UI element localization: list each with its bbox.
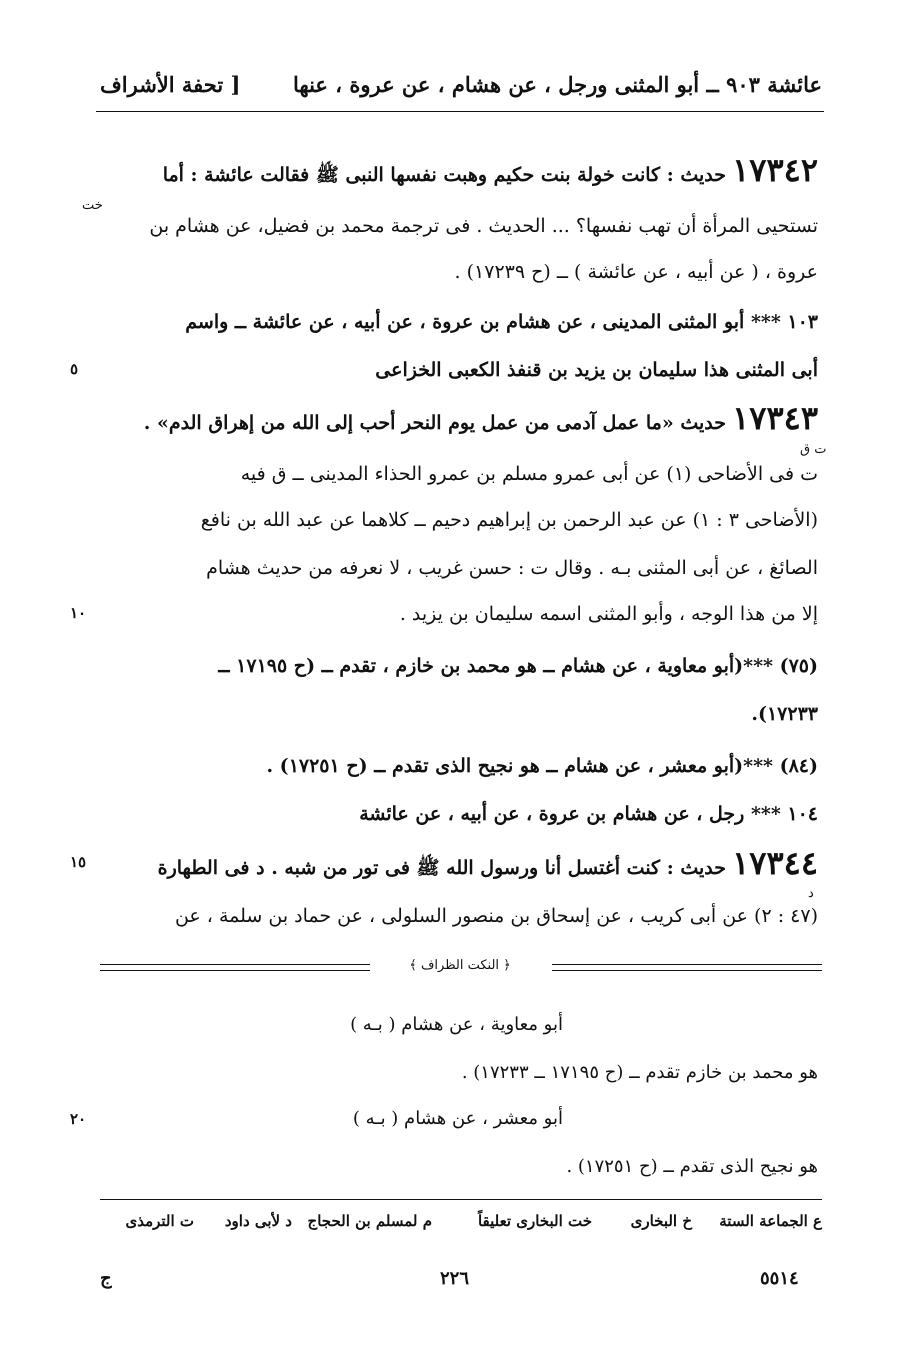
line-number: ١٠ <box>70 604 87 622</box>
body-text: الصائغ ، عن أبى المثنى بـه . وقال ت : حسن غريب ، لا نعرفه من حديث هشام <box>206 557 818 579</box>
body-line-4 <box>98 302 818 342</box>
cross-reference: ١٧٢٣٣). <box>751 703 818 725</box>
signature-mark: ج <box>100 1268 112 1289</box>
cross-reference: (٧٥) ***(أبو معاوية ، عن هشام ــ هو محمد بن خازم ، تقدم ــ (ح ١٧١٩٥ ــ <box>218 655 818 677</box>
margin-siglum: د <box>808 886 814 901</box>
body-line-15 <box>98 843 818 883</box>
abbreviation: ع الجماعة الستة <box>719 1212 822 1230</box>
body-line-9 <box>98 548 818 588</box>
abbreviation: م لمسلم بن الحجاج <box>307 1212 432 1230</box>
narrator-heading: ١٠٤ *** رجل ، عن هشام بن عروة ، عن أبيه ، عن عائشة <box>359 803 818 825</box>
abbreviation-key <box>100 1212 822 1240</box>
body-line-1 <box>98 150 818 190</box>
body-text: حديث : كنت أغتسل أنا ورسول الله ﷺ فى تور من شبه . د فى الطهارة <box>157 857 727 879</box>
body-text: عروة ، ( عن أبيه ، عن عائشة ) ــ (ح ١٧٢٣٩) . <box>454 261 818 283</box>
line-number: ١٥ <box>70 853 87 871</box>
body-line-10 <box>98 594 818 634</box>
body-line-3 <box>98 252 818 292</box>
body-line-14 <box>98 794 818 834</box>
body-line-7 <box>98 454 818 494</box>
header-book-title: [ تحفة الأشراف <box>100 72 241 97</box>
line-number: ٢٠ <box>70 1110 87 1128</box>
body-text: ت فى الأضاحى (١) عن أبى عمرو مسلم بن عمرو الحذاء المدينى ــ ق فيه <box>240 463 818 485</box>
running-header <box>100 72 822 106</box>
body-line-5 <box>98 350 818 390</box>
body-line-12 <box>98 694 818 734</box>
body-text: إلا من هذا الوجه ، وأبو المثنى اسمه سليمان بن يزيد . <box>399 603 818 625</box>
line-number: ٥ <box>70 360 79 378</box>
hadith-number: ١٧٣٤٢ <box>732 151 818 189</box>
body-text: (الأضاحى ٣ : ١) عن عبد الرحمن بن إبراهيم دحيم ــ كلاهما عن عبد الله بن نافع <box>200 509 818 531</box>
note-line: هو نجيح الذى تقدم ــ (ح ١٧٢٥١) . <box>566 1156 818 1177</box>
notes-separator <box>100 956 822 980</box>
cross-reference: (٨٤) ***(أبو معشر ، عن هشام ــ هو نجيح الذى تقدم ــ (ح ١٧٢٥١) . <box>266 755 818 777</box>
separator-rule-left <box>100 964 370 971</box>
body-text: حديث : كانت خولة بنت حكيم وهبت نفسها النبى ﷺ فقالت عائشة : أما <box>162 164 727 186</box>
abbreviation: خت البخارى تعليقاً <box>477 1212 592 1230</box>
sequence-number: ٥٥١٤ <box>760 1268 799 1289</box>
page-number: ٢٢٦ <box>440 1268 470 1289</box>
body-line-11 <box>98 646 818 686</box>
body-text: حديث «ما عمل آدمى من عمل يوم النحر أحب إلى الله من إهراق الدم» . <box>143 412 727 434</box>
body-text: (٤٧ : ٢) عن أبى كريب ، عن إسحاق بن منصور السلولى ، عن حماد بن سلمة ، عن <box>174 905 818 927</box>
footer-rule <box>100 1199 822 1200</box>
abbreviation: خ البخارى <box>630 1212 692 1230</box>
hadith-number: ١٧٣٤٣ <box>732 399 818 437</box>
narrator-heading: أبى المثنى هذا سليمان بن يزيد بن قنفذ الكعبى الخزاعى <box>375 359 818 381</box>
margin-siglum: ت ق <box>800 442 827 457</box>
note-line: أبو معشر ، عن هشام ( بـه ) <box>352 1108 563 1129</box>
separator-title: ﴿ النكت الظراف ﴾ <box>409 958 511 973</box>
hadith-number: ١٧٣٤٤ <box>732 844 818 882</box>
body-line-16 <box>98 896 818 936</box>
header-rule <box>96 111 824 112</box>
note-line: أبو معاوية ، عن هشام ( بـه ) <box>350 1014 563 1035</box>
abbreviation: د لأبى داود <box>224 1212 292 1230</box>
body-text: تستحيى المرأة أن تهب نفسها؟ ... الحديث . فى ترجمة محمد بن فضيل، عن هشام بن <box>149 215 818 237</box>
header-title: عائشة ٩٠٣ ــ أبو المثنى ورجل ، عن هشام ، عن عروة ، عنها <box>293 72 822 97</box>
separator-rule-right <box>552 964 822 971</box>
body-line-13 <box>98 746 818 786</box>
abbreviation: ت الترمذى <box>125 1212 194 1230</box>
narrator-heading: ١٠٣ *** أبو المثنى المدينى ، عن هشام بن عروة ، عن أبيه ، عن عائشة ــ واسم <box>185 311 818 333</box>
body-line-8 <box>98 500 818 540</box>
body-line-2 <box>98 206 818 246</box>
margin-siglum: خت <box>82 198 103 213</box>
body-line-6 <box>98 398 818 438</box>
note-line: هو محمد بن خازم تقدم ــ (ح ١٧١٩٥ ــ ١٧٢٣٣) . <box>461 1062 818 1083</box>
